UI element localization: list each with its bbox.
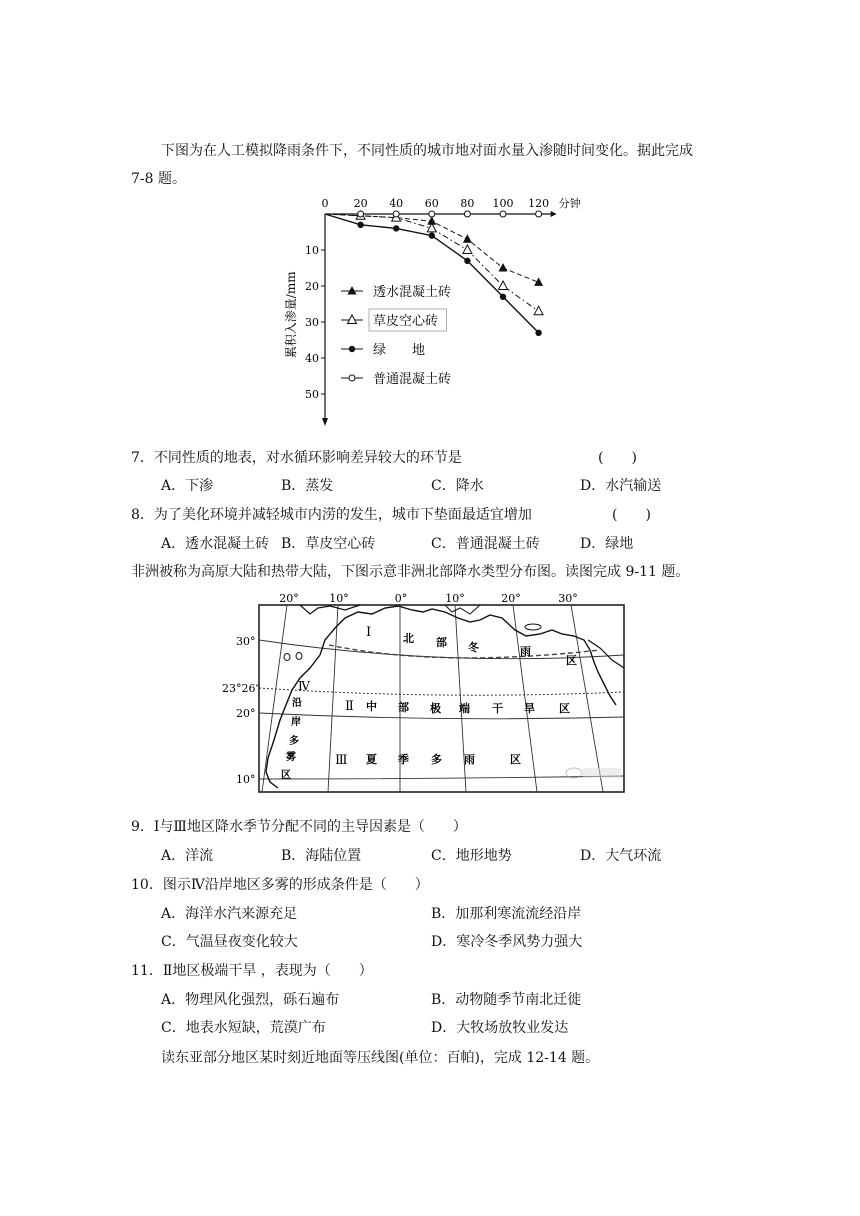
y-tick-label-10: 10 — [305, 244, 319, 257]
infiltration-chart — [0, 188, 860, 448]
svg-text:岸: 岸 — [291, 717, 301, 728]
q10-option-d: D．寒冷冬季风势力强大 — [431, 934, 583, 950]
y-axis-arrow — [322, 418, 328, 426]
q7-answer-paren: ( ) — [598, 450, 637, 466]
series-0-point-4 — [499, 263, 508, 272]
q8-option-a: A．透水混凝土砖 — [161, 536, 270, 552]
lon-label-10e: 10° — [445, 592, 465, 605]
legend-label-0: 透水混凝土砖 — [373, 285, 452, 300]
x-unit-label: 分钟 — [558, 197, 581, 210]
q8-option-c: C．普通混凝土砖 — [431, 536, 540, 552]
y-axis-title: 累积入渗量/mm — [284, 271, 298, 359]
series-3-point-3 — [429, 211, 435, 217]
series-1-point-4 — [499, 281, 508, 290]
lat-label-10: 10° — [236, 773, 256, 786]
q10-stem: 10．图示Ⅳ沿岸地区多雾的形成条件是（ ） — [131, 877, 429, 893]
lon-label-20e: 20° — [501, 592, 521, 605]
legend-label-1: 草皮空心砖 — [373, 314, 439, 329]
svg-text:干: 干 — [492, 702, 503, 715]
q9-option-d: D．大气环流 — [580, 848, 662, 864]
lon-label-10w: 10° — [329, 592, 349, 605]
y-tick-label-50: 50 — [305, 388, 319, 401]
north-africa-precipitation-map — [0, 580, 860, 800]
intro-line-2: 7-8 题。 — [131, 171, 186, 187]
legend-label-3: 普通混凝土砖 — [373, 372, 452, 387]
lat-label-tropic: 23°26' — [222, 682, 259, 695]
x-axis-arrow — [551, 211, 557, 217]
svg-text:中: 中 — [366, 700, 377, 713]
q9-stem: 9．Ⅰ与Ⅲ地区降水季节分配不同的主导因素是（ ） — [131, 819, 467, 835]
x-tick-label-60: 60 — [424, 197, 439, 210]
intro-line-1: 下图为在人工模拟降雨条件下，不同性质的城市地对面水量入渗随时间变化。据此完成 — [161, 143, 693, 159]
q11-option-a: A．物理风化强烈，砾石遍布 — [161, 992, 340, 1008]
q7-stem: 7．不同性质的地表，对水循环影响差异较大的环节是 — [131, 450, 462, 466]
series-2-point-5 — [535, 330, 541, 336]
svg-text:雨: 雨 — [464, 753, 475, 766]
svg-text:部: 部 — [398, 701, 409, 714]
svg-text:端: 端 — [459, 702, 470, 715]
svg-text:区: 区 — [281, 770, 291, 781]
zone-2-numeral: Ⅱ — [345, 699, 354, 714]
series-1-point-3 — [463, 245, 472, 254]
series-3-point-4 — [464, 211, 470, 217]
svg-text:季: 季 — [398, 753, 409, 766]
lon-label-0: 0° — [394, 592, 408, 605]
svg-text:区: 区 — [566, 654, 577, 667]
lon-label-30e: 30° — [558, 592, 578, 605]
svg-text:雨: 雨 — [520, 645, 531, 658]
x-tick-label-40: 40 — [389, 197, 404, 210]
q9-option-a: A．洋流 — [161, 848, 214, 864]
legend-marker-2 — [349, 346, 355, 352]
svg-text:多: 多 — [289, 736, 299, 747]
q11-option-c: C．地表水短缺，荒漠广布 — [161, 1020, 326, 1036]
legend-marker-1 — [348, 315, 357, 324]
q7-option-d: D．水汽输送 — [580, 478, 662, 494]
y-tick-label-40: 40 — [305, 352, 319, 365]
svg-text:夏: 夏 — [366, 753, 377, 766]
q8-option-b: B．草皮空心砖 — [281, 536, 376, 552]
x-tick-label-0: 0 — [321, 197, 329, 210]
series-1-point-5 — [534, 306, 543, 315]
q11-stem: 11．Ⅱ地区极端干旱 ，表现为（ ） — [131, 963, 373, 979]
series-3-point-2 — [393, 211, 399, 217]
q11-option-b: B．动物随季节南北迁徙 — [431, 992, 582, 1008]
q8-stem: 8．为了美化环境并减轻城市内涝的发生，城市下垫面最适宜增加 — [131, 507, 532, 523]
intro-africa: 非洲被称为高原大陆和热带大陆，下图示意非洲北部降水类型分布图。读图完成 9-11 题。 — [131, 564, 690, 580]
y-tick-label-30: 30 — [305, 316, 319, 329]
svg-text:多: 多 — [431, 753, 442, 766]
x-tick-label-20: 20 — [353, 197, 368, 210]
q8-answer-paren: ( ) — [612, 507, 651, 523]
svg-text:区: 区 — [510, 753, 521, 766]
q10-option-b: B．加那利寒流流经沿岸 — [431, 906, 582, 922]
q7-option-a: A．下渗 — [161, 478, 214, 494]
svg-text:冬: 冬 — [468, 641, 479, 654]
zone-1-numeral: Ⅰ — [366, 625, 372, 640]
q7-option-b: B．蒸发 — [281, 478, 334, 494]
svg-text:雾: 雾 — [286, 752, 296, 763]
x-tick-label-120: 120 — [528, 197, 550, 210]
svg-text:部: 部 — [436, 636, 447, 649]
y-tick-label-20: 20 — [305, 280, 319, 293]
series-2-point-4 — [500, 294, 506, 300]
svg-text:沿: 沿 — [292, 698, 302, 709]
svg-text:极: 极 — [430, 702, 441, 715]
q10-option-a: A．海洋水汽来源充足 — [161, 906, 298, 922]
series-2-point-3 — [464, 258, 470, 264]
q9-option-c: C．地形地势 — [431, 848, 512, 864]
lat-label-20: 20° — [236, 707, 256, 720]
zone-3-numeral: Ⅲ — [335, 753, 348, 768]
svg-text:区: 区 — [559, 702, 570, 715]
lat-label-30: 30° — [236, 635, 256, 648]
series-3-point-5 — [500, 211, 506, 217]
series-3-point-1 — [358, 211, 364, 217]
x-tick-label-80: 80 — [460, 197, 475, 210]
series-2-point-0 — [357, 222, 363, 228]
q9-option-b: B．海陆位置 — [281, 848, 362, 864]
x-tick-label-100: 100 — [492, 197, 514, 210]
zone-4-numeral: Ⅳ — [298, 679, 310, 693]
lon-label-20w: 20° — [279, 592, 299, 605]
legend-marker-3 — [349, 375, 355, 381]
legend-label-2: 绿 地 — [373, 343, 426, 358]
q10-option-c: C．气温昼夜变化较大 — [161, 934, 298, 950]
series-3-point-6 — [536, 211, 542, 217]
intro-east-asia: 读东亚部分地区某时刻近地面等压线图(单位：百帕)，完成 12-14 题。 — [161, 1050, 600, 1066]
svg-text:旱: 旱 — [524, 702, 535, 715]
series-2-point-2 — [429, 232, 435, 238]
legend-marker-0 — [348, 286, 357, 295]
chart-legend — [341, 280, 460, 389]
q11-option-d: D．大牧场放牧业发达 — [431, 1020, 569, 1036]
series-0-point-3 — [463, 234, 472, 243]
series-2-point-1 — [393, 225, 399, 231]
q8-option-d: D．绿地 — [580, 536, 634, 552]
q7-option-c: C．降水 — [431, 478, 484, 494]
svg-text:北: 北 — [403, 632, 414, 645]
